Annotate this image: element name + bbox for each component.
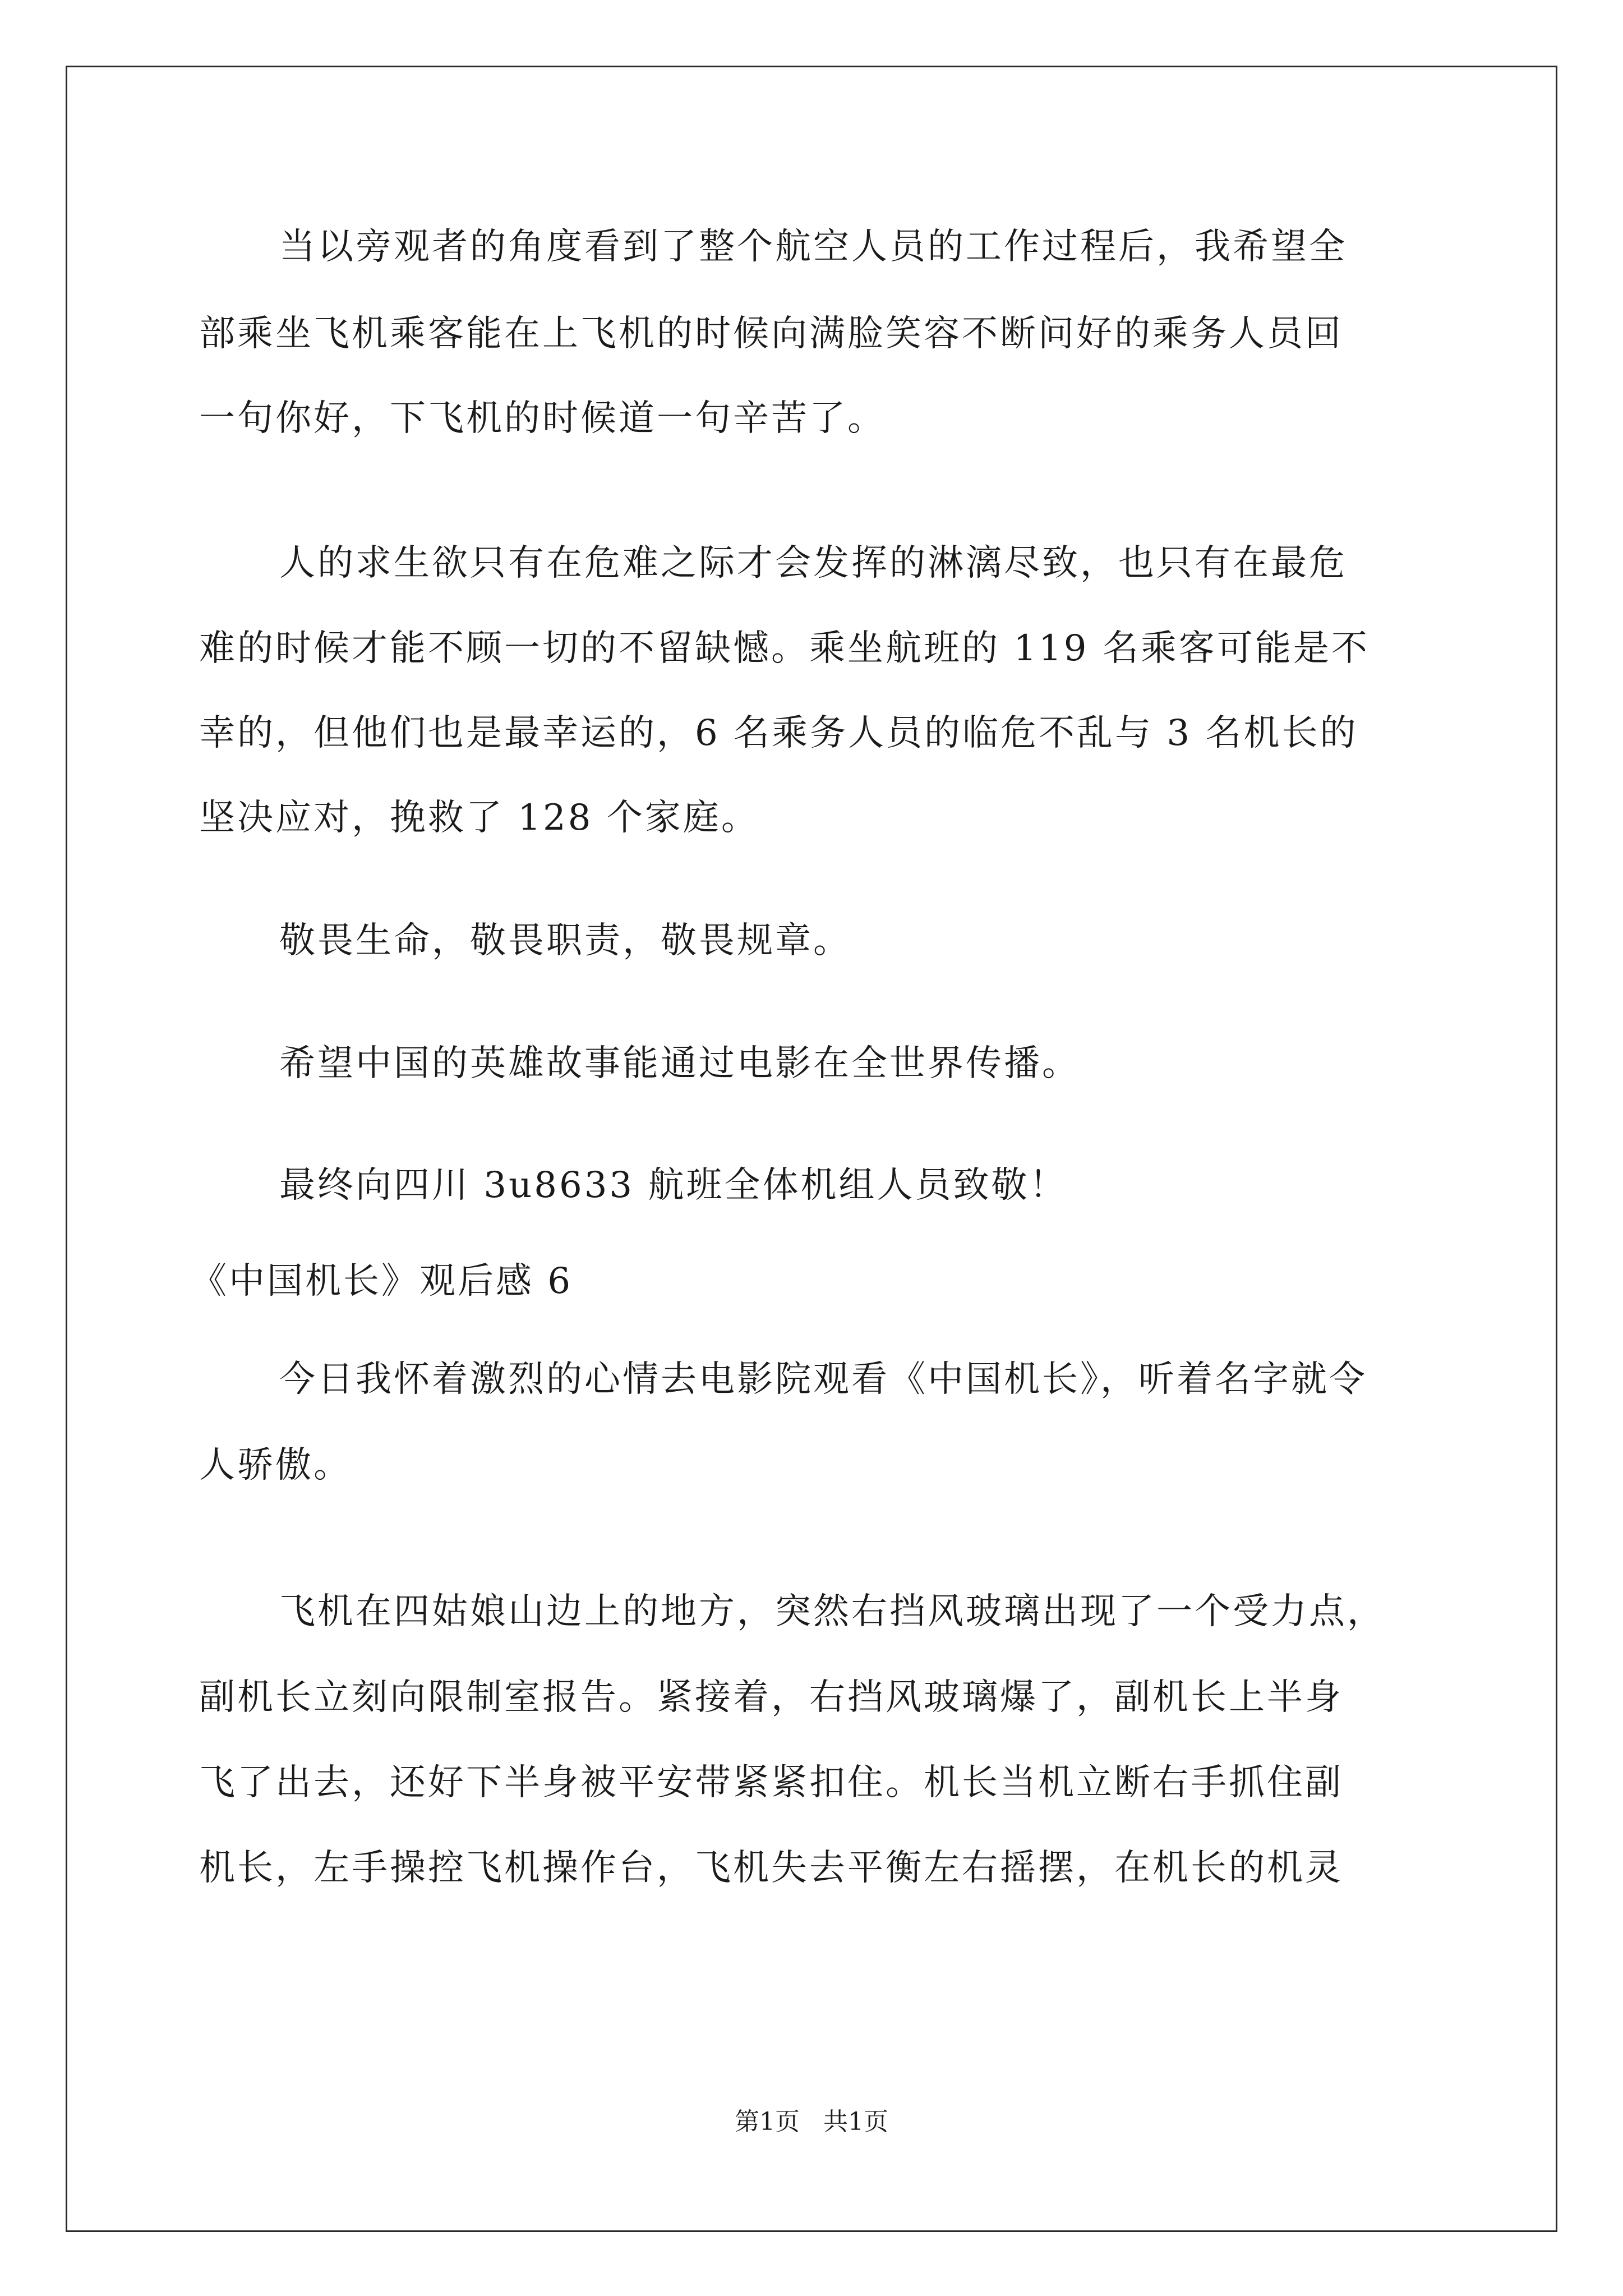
paragraph-line: 部乘坐飞机乘客能在上飞机的时候向满脸笑容不断问好的乘务人员回 [199,313,1343,355]
paragraph-line: 人的求生欲只有在危难之际才会发挥的淋漓尽致，也只有在最危 [279,542,1347,584]
paragraph-line: 副机长立刻向限制室报告。紧接着，右挡风玻璃爆了，副机长上半身 [199,1677,1343,1718]
paragraph-line: 机长，左手操控飞机操作台，飞机失去平衡左右摇摆，在机长的机灵 [199,1847,1343,1889]
paragraph-line: 飞了出去，还好下半身被平安带紧紧扣住。机长当机立断右手抓住副 [199,1762,1343,1803]
page-footer: 第1页 共1页 [735,2108,888,2136]
paragraph-line: 今日我怀着激烈的心情去电影院观看《中国机长》，听着名字就令 [279,1359,1367,1400]
paragraph-line: 希望中国的英雄故事能通过电影在全世界传播。 [279,1043,1080,1084]
paragraph-line: 难的时候才能不顾一切的不留缺憾。乘坐航班的 119 名乘客可能是不 [199,628,1370,669]
paragraph-line: 一句你好，下飞机的时候道一句辛苦了。 [199,398,886,439]
paragraph-line: 人骄傲。 [199,1444,352,1486]
page-border [66,66,1557,2232]
section-heading: 《中国机长》观后感 6 [191,1260,573,1302]
paragraph-line: 当以旁观者的角度看到了整个航空人员的工作过程后，我希望全 [279,226,1347,268]
paragraph-line: 幸的，但他们也是最幸运的，6 名乘务人员的临危不乱与 3 名机长的 [199,712,1358,754]
paragraph-line: 坚决应对，挽救了 128 个家庭。 [199,797,759,839]
paragraph-line: 飞机在四姑娘山边上的地方，突然右挡风玻璃出现了一个受力点， [279,1591,1385,1632]
paragraph-line: 敬畏生命，敬畏职责，敬畏规章。 [279,920,851,961]
paragraph-line: 最终向四川 3u8633 航班全体机组人员致敬！ [279,1165,1068,1206]
